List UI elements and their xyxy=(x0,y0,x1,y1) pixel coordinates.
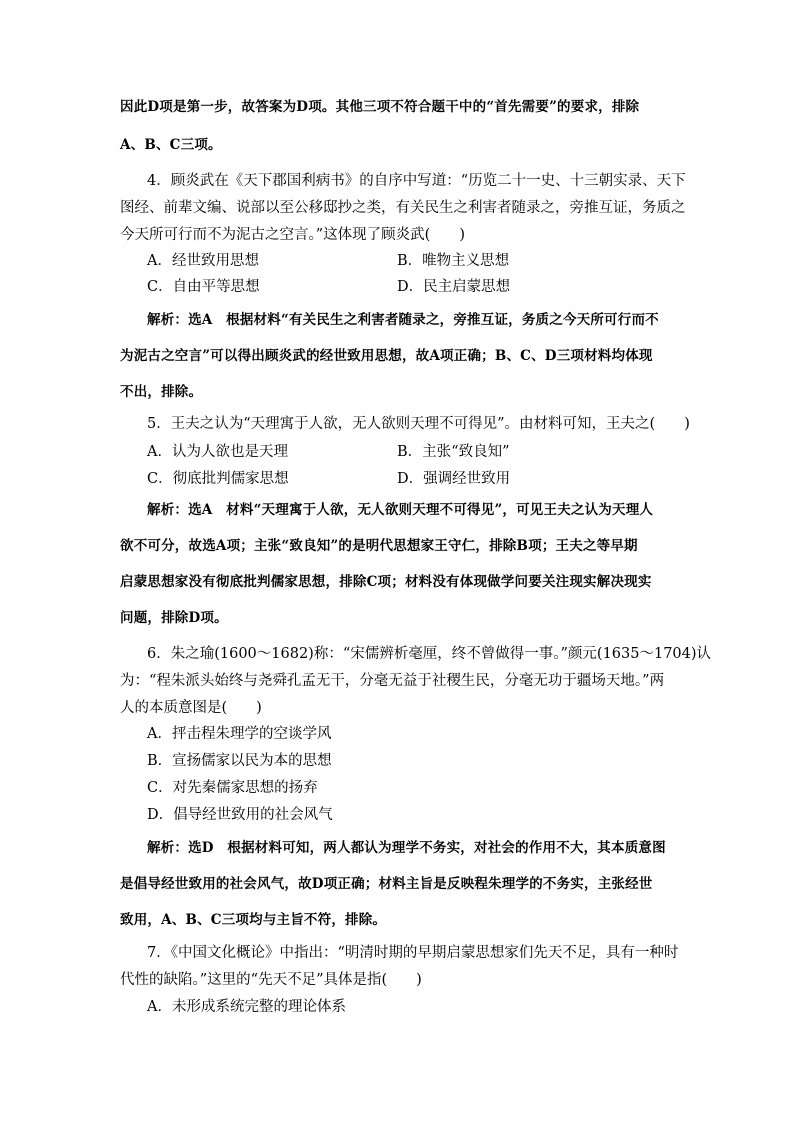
question-5-stem: 5．王夫之认为“天理寓于人欲，无人欲则天理不可得见”。由材料可知，王夫之( ) xyxy=(147,416,690,432)
question-5-option-a: A．认为人欲也是天理 xyxy=(147,444,288,460)
analysis-line: A、B、C三项。 xyxy=(120,137,222,153)
question-5-analysis: 启蒙思想家没有彻底批判儒家思想，排除C项；材料没有体现做学问要关注现实解决现实 xyxy=(120,574,652,590)
question-5-analysis: 解析：选A 材料“天理寓于人欲，无人欲则天理不可得见”，可见王夫之认为天理人 xyxy=(147,502,654,518)
question-6-stem: 为：“程朱派头始终与尧舜孔孟无干，分毫无益于社稷生民，分毫无功于疆场天地。”两 xyxy=(120,673,665,689)
question-6-analysis: 解析：选D 根据材料可知，两人都认为理学不务实，对社会的作用不大，其本质意图 xyxy=(147,840,666,856)
question-4-analysis: 不出，排除。 xyxy=(120,384,203,400)
question-4-analysis: 解析：选A 根据材料“有关民生之利害者随录之，旁推互证，务质之今天所可行而不 xyxy=(147,312,659,328)
analysis-line: 因此D项是第一步，故答案为D项。其他三项不符合题干中的“首先需要”的要求，排除 xyxy=(120,99,640,115)
question-4-option-b: B．唯物主义思想 xyxy=(397,253,510,269)
question-6-option-b: B．宣扬儒家以民为本的思想 xyxy=(147,753,332,769)
question-4-option-a: A．经世致用思想 xyxy=(147,253,259,269)
question-5-option-d: D．强调经世致用 xyxy=(397,471,511,487)
question-4-stem: 今天所可行而不为泥古之空言。”这体现了顾炎武( ) xyxy=(120,227,465,243)
question-4-stem: 4．顾炎武在《天下郡国利病书》的自序中写道：“历览二十一史、十三朝实录、天下 xyxy=(147,173,686,189)
question-5-option-b: B．主张“致良知” xyxy=(397,444,510,460)
question-4-option-d: D．民主启蒙思想 xyxy=(397,279,511,295)
question-6-stem: 6．朱之瑜(1600～1682)称：“宋儒辨析毫厘，终不曾做得一事。”颜元(1635～1704)认 xyxy=(147,646,712,662)
question-7-stem: 7．《中国文化概论》中指出：“明清时期的早期启蒙思想家们先天不足，具有一种时 xyxy=(147,945,679,961)
question-4-analysis: 为泥古之空言”可以得出顾炎武的经世致用思想，故A项正确；B、C、D三项材料均体现 xyxy=(120,348,653,364)
question-5-analysis: 欲不可分，故选A项；主张“致良知”的是明代思想家王守仁，排除B项；王夫之等早期 xyxy=(120,538,638,554)
question-4-option-c: C．自由平等思想 xyxy=(147,279,260,295)
question-7-option-a: A．未形成系统完整的理论体系 xyxy=(147,999,346,1015)
question-5-option-c: C．彻底批判儒家思想 xyxy=(147,471,289,487)
question-6-option-c: C．对先秦儒家思想的扬弃 xyxy=(147,780,318,796)
question-5-analysis: 问题，排除D项。 xyxy=(120,610,228,626)
question-6-option-d: D．倡导经世致用的社会风气 xyxy=(147,807,333,823)
question-6-analysis: 致用，A、B、C三项均与主旨不符，排除。 xyxy=(120,912,387,928)
question-6-analysis: 是倡导经世致用的社会风气，故D项正确；材料主旨是反映程朱理学的不务实，主张经世 xyxy=(120,876,653,892)
question-6-option-a: A．抨击程朱理学的空谈学风 xyxy=(147,726,332,742)
question-6-stem: 人的本质意图是( ) xyxy=(120,700,262,716)
question-4-stem: 图经、前辈文编、说部以至公移邸抄之类，有关民生之利害者随录之，旁推互证，务质之 xyxy=(120,200,686,216)
question-7-stem: 代性的缺陷。”这里的“先天不足”具体是指( ) xyxy=(120,972,422,988)
